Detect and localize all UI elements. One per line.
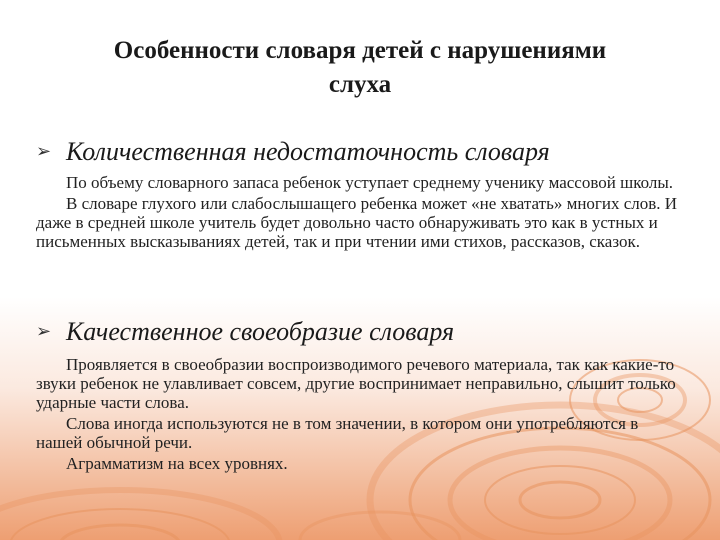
arrow-bullet-icon: ➢ bbox=[36, 321, 52, 341]
paragraph: В словаре глухого или слабослышащего ребенка может «не хватать» многих слов. И даже в средней школе учитель будет довольно часто обнаруживать это как в устных и письменных высказываниях детей, так и при чтении ими стихов, рассказов, сказок. bbox=[36, 194, 678, 252]
paragraph: Проявляется в своеобразии воспроизводимого речевого материала, так как какие-то звуки ребенок не улавливает совсем, другие воспринимает неправильно, слышит только ударные части слова. bbox=[36, 355, 676, 413]
page-title bbox=[60, 34, 660, 102]
section-quantitative bbox=[36, 136, 686, 251]
section-qualitative bbox=[36, 316, 686, 473]
section-heading bbox=[36, 136, 686, 167]
heading-text: Качественное своеобразие словаря bbox=[66, 317, 455, 346]
section-heading bbox=[36, 316, 686, 347]
arrow-bullet-icon: ➢ bbox=[36, 141, 52, 161]
heading-text: Количественная недостаточность словаря bbox=[66, 137, 550, 166]
title-line-1: Особенности словаря детей с нарушениями bbox=[113, 37, 607, 64]
title-line-2: слуха bbox=[328, 70, 392, 98]
paragraph: По объему словарного запаса ребенок уступает среднему ученику массовой школы. bbox=[66, 173, 674, 193]
paragraph: Аграмматизм на всех уровнях. bbox=[66, 454, 288, 474]
paragraph: Слова иногда используются не в том значении, в котором они употребляются в нашей обычной речи. bbox=[36, 414, 639, 453]
